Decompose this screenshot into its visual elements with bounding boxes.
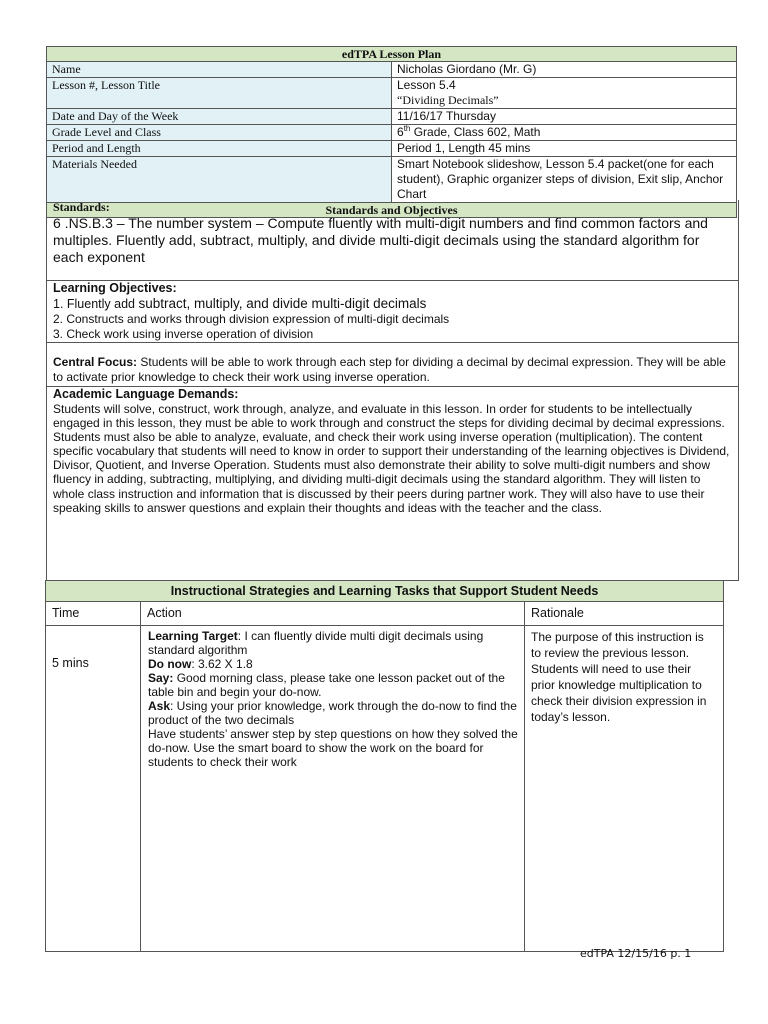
page-footer: edTPA 12/15/16 p. 1 [580,947,692,960]
standards-objectives-header: Standards and Objectives [47,203,737,218]
instructional-table [45,580,724,952]
column-header-rationale: Rationale [525,602,724,626]
column-header-action: Action [141,602,525,626]
label-grade: Grade Level and Class [47,125,392,141]
value-grade [392,125,737,141]
lesson-title: “Dividing Decimals” [397,93,499,107]
rationale-cell: The purpose of this instruction is to review the previous lesson. Students will need to use their prior knowledge multiplication to check their division expression in today’s lesson. [525,626,724,952]
lesson-info-table [46,46,737,218]
central-focus-body: Students will be able to work through each step for dividing a decimal by decimal expression. They will be able to activate prior knowledge to check their work using inverse operation. [53,355,726,384]
instruction-title: Instructional Strategies and Learning Tasks that Support Student Needs [46,581,724,602]
lesson-number: Lesson 5.4 [397,78,456,92]
do-now-label: Do now [148,657,192,671]
label-period: Period and Length [47,141,392,157]
label-date: Date and Day of the Week [47,109,392,125]
do-now [148,657,518,671]
objective-3: 3. Check work using inverse operation of division [53,327,314,341]
central-focus-label: Central Focus: [53,355,138,369]
grade-class: Grade, Class 602, Math [410,125,541,139]
do-now-text: : 3.62 X 1.8 [191,657,253,671]
say-text: Good morning class, please take one lesson packet out of the table bin and begin your do-now. [148,671,505,699]
academic-text: Students will solve, construct, work through, analyze, and evaluate in this lesson. In order for students to be intellectually engaged in this lesson, they must be able to work through and construct the steps for dividing decimal by decimal expressions. Students must also be able to analyze, evaluate, and check their work using inverse operation (multiplication). The content specific vocabulary that students will need to know in order to support their understanding of the learning objectives is Dividend, Divisor, Quotient, and Inverse Operation. Students must also demonstrate their ability to solve multi-digit numbers and show fluency in adding, subtracting, multiplying, and dividing multi-digit decimals using the standard algorithm. They will listen to whole class instruction and information that is discussed by their peers during partner work. They will also have to use their speaking skills to answer questions and explain their thoughts and ideas with the teacher and the class. [53,402,730,515]
time-cell: 5 mins [46,626,141,952]
value-date: 11/16/17 Thursday [392,109,737,125]
label-name: Name [47,62,392,78]
academic-heading: Academic Language Demands: [53,387,239,401]
central-focus-text [53,355,732,385]
academic-language-block [47,386,738,581]
grade-number: 6 [397,125,404,139]
plan-title: edTPA Lesson Plan [47,47,737,62]
grade-suffix: th [403,124,411,133]
column-header-time: Time [46,602,141,626]
value-lesson [392,78,737,109]
ask-text: : Using your prior knowledge, work through the do-now to find the product of the two decimals [148,699,517,727]
value-name: Nicholas Giordano (Mr. G) [392,62,737,78]
objective-1-part-a: 1. Fluently add [53,297,139,311]
central-focus-block [47,342,738,387]
label-lesson: Lesson #, Lesson Title [47,78,392,109]
objective-1-part-b: subtract, multiply, and divide multi-digit decimals [138,296,427,311]
objective-1 [53,296,732,312]
learning-target-text: : I can fluently divide multi digit decimals using standard algorithm [148,629,484,657]
have-step: Have students’ answer step by step questions on how they solved the do-now. Use the smart board to show the work on the board for students to check their work [148,727,518,769]
objective-2: 2. Constructs and works through division expression of multi-digit decimals [53,312,450,326]
learning-objectives-block [47,280,738,343]
say-step [148,671,518,699]
standards-heading: Standards: [53,200,110,214]
say-label: Say: [148,671,174,685]
action-cell [141,626,525,952]
learning-target [148,629,518,657]
value-period: Period 1, Length 45 mins [392,141,737,157]
learning-target-label: Learning Target [148,629,238,643]
ask-step [148,699,518,727]
standards-objectives-section [46,200,739,581]
standards-text: 6 .NS.B.3 – The number system – Compute fluently with multi-digit numbers and find common factors and multiples. Fluently add, subtract, multiply, and divide multi-digit decimals using the standard algorithm for each exponent [53,215,708,265]
standards-block [47,200,738,280]
value-materials: Smart Notebook slideshow, Lesson 5.4 packet(one for each student), Graphic organizer steps of division, Exit slip, Anchor Chart [392,157,737,203]
label-materials: Materials Needed [47,157,392,203]
objectives-heading: Learning Objectives: [53,281,177,295]
ask-label: Ask [148,699,171,713]
